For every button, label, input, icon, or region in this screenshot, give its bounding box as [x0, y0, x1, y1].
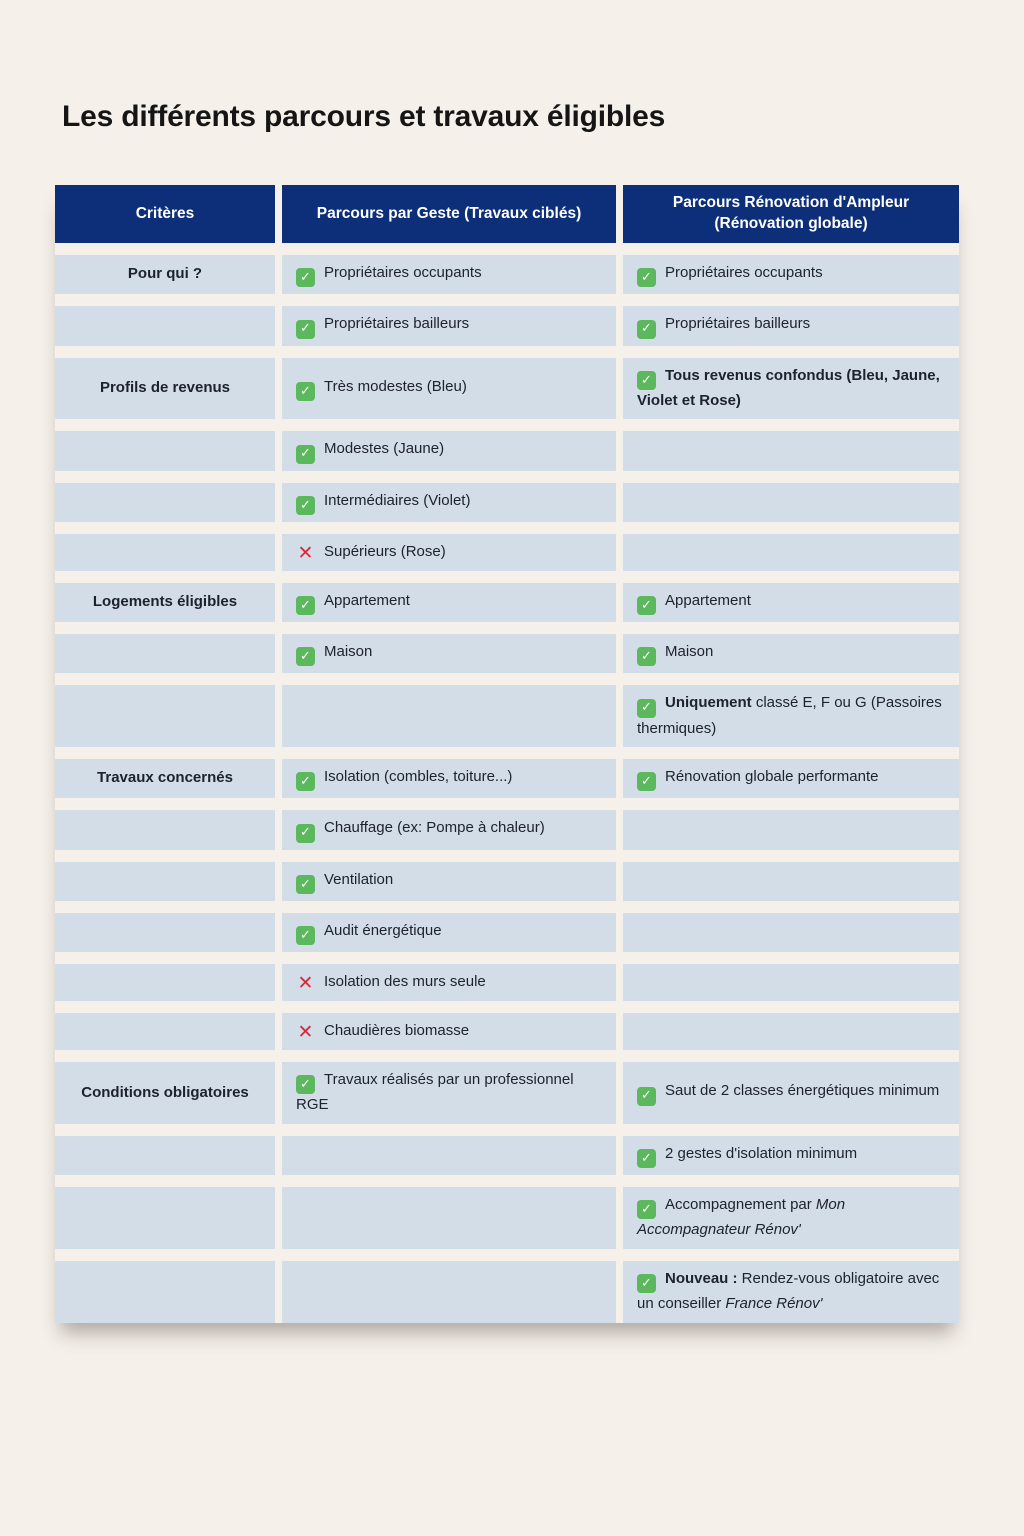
cell-text-italic: Mon Accompagnateur Rénov': [637, 1196, 846, 1239]
cell-text: Propriétaires bailleurs: [324, 315, 470, 333]
criteria-cell: [55, 483, 275, 522]
check-icon: ✓: [296, 445, 315, 464]
cell-text: Intermédiaires (Violet): [324, 491, 471, 509]
ampleur-cell: [623, 634, 959, 673]
header-parcours-ampleur: [623, 185, 959, 243]
criteria-cell: [55, 534, 275, 571]
geste-cell: [282, 431, 616, 470]
geste-cell: [282, 1261, 616, 1323]
criteria-label: Logements éligibles: [92, 593, 238, 611]
check-icon: ✓: [637, 371, 656, 390]
check-icon: ✓: [637, 699, 656, 718]
page-title: Les différents parcours et travaux éligibles: [62, 100, 666, 133]
check-icon: ✓: [637, 1200, 656, 1219]
geste-cell: [282, 358, 616, 420]
header-label: Parcours par Geste (Travaux ciblés): [316, 204, 582, 222]
geste-cell: [282, 583, 616, 622]
cell-text: Isolation (combles, toiture...): [324, 768, 513, 785]
geste-cell: [282, 1136, 616, 1175]
eligibility-table: [55, 185, 959, 1323]
criteria-cell: [55, 810, 275, 849]
criteria-cell: [55, 964, 275, 1001]
check-icon: ✓: [637, 596, 656, 615]
cell-text: Maison: [324, 643, 373, 660]
check-icon: ✓: [296, 268, 315, 287]
cell-text: Propriétaires bailleurs: [665, 315, 811, 333]
ampleur-cell: [623, 913, 959, 952]
ampleur-cell: [623, 306, 959, 345]
criteria-cell: [55, 358, 275, 420]
geste-cell: [282, 483, 616, 522]
cell-text: Rendez-vous obligatoire avec un conseiller: [637, 1269, 940, 1312]
criteria-label: Profils de revenus: [99, 379, 231, 397]
cell-text: Appartement: [665, 591, 751, 609]
ampleur-cell: [623, 1187, 959, 1249]
criteria-cell: [55, 1013, 275, 1050]
cell-text: Accompagnement par: [665, 1196, 816, 1213]
geste-cell: [282, 964, 616, 1001]
ampleur-cell: [623, 583, 959, 622]
criteria-cell: [55, 306, 275, 345]
criteria-label: Pour qui ?: [127, 265, 203, 283]
criteria-cell: [55, 1187, 275, 1249]
cross-icon: ✕: [297, 542, 314, 564]
check-icon: ✓: [637, 1274, 656, 1293]
criteria-cell: [55, 862, 275, 901]
criteria-cell: [55, 634, 275, 673]
geste-cell: [282, 634, 616, 673]
header-label: Critères: [135, 204, 195, 222]
check-icon: ✓: [296, 875, 315, 894]
criteria-cell: [55, 583, 275, 622]
cell-text-italic: France Rénov': [725, 1295, 823, 1312]
check-icon: ✓: [637, 1149, 656, 1168]
cell-text: Très modestes (Bleu): [324, 377, 467, 395]
check-icon: ✓: [296, 596, 315, 615]
check-icon: ✓: [296, 320, 315, 339]
cell-text-bold: Nouveau :: [665, 1269, 738, 1287]
cross-icon: ✕: [297, 972, 314, 995]
ampleur-cell: [623, 1062, 959, 1124]
cell-text: Audit énergétique: [324, 921, 442, 939]
cell-text-bold: Tous revenus confondus (Bleu, Jaune, Violet et Rose): [637, 366, 940, 409]
cell-text: Chaudières biomasse: [324, 1022, 470, 1040]
geste-cell: [282, 759, 616, 798]
ampleur-cell: [623, 1136, 959, 1175]
cross-icon: ✕: [297, 1021, 314, 1044]
header-criteres: [55, 185, 275, 243]
criteria-label: Travaux concernés: [97, 769, 233, 787]
check-icon: ✓: [637, 268, 656, 287]
ampleur-cell: [623, 862, 959, 901]
ampleur-cell: [623, 358, 959, 420]
ampleur-cell: [623, 483, 959, 522]
criteria-cell: [55, 255, 275, 294]
criteria-cell: [55, 1136, 275, 1175]
criteria-label: Conditions obligatoires: [81, 1083, 249, 1101]
cell-text: Modestes (Jaune): [324, 440, 445, 458]
ampleur-cell: [623, 1013, 959, 1050]
geste-cell: [282, 810, 616, 849]
ampleur-cell: [623, 534, 959, 571]
check-icon: ✓: [296, 1075, 315, 1094]
cell-text: Propriétaires occupants: [665, 264, 823, 281]
check-icon: ✓: [637, 1087, 656, 1106]
cell-text: Travaux réalisés par un professionnel RGE: [296, 1071, 574, 1114]
geste-cell: [282, 534, 616, 571]
check-icon: ✓: [296, 647, 315, 666]
cell-text: Appartement: [324, 591, 410, 609]
check-icon: ✓: [637, 647, 656, 666]
geste-cell: [282, 1187, 616, 1249]
ampleur-cell: [623, 964, 959, 1001]
cell-text: Supérieurs (Rose): [324, 543, 446, 560]
check-icon: ✓: [296, 382, 315, 401]
cell-text: Propriétaires occupants: [324, 264, 482, 281]
geste-cell: [282, 1013, 616, 1050]
criteria-cell: [55, 431, 275, 470]
ampleur-cell: [623, 759, 959, 798]
ampleur-cell: [623, 685, 959, 747]
cell-text: Ventilation: [324, 870, 394, 888]
cell-text: Saut de 2 classes énergétiques minimum: [665, 1082, 940, 1100]
geste-cell: [282, 862, 616, 901]
cell-text: 2 gestes d'isolation minimum: [665, 1144, 858, 1162]
geste-cell: [282, 255, 616, 294]
check-icon: ✓: [296, 772, 315, 791]
ampleur-cell: [623, 431, 959, 470]
ampleur-cell: [623, 1261, 959, 1323]
check-icon: ✓: [296, 496, 315, 515]
cell-text: classé E, F ou G (Passoires thermiques): [637, 694, 942, 737]
check-icon: ✓: [637, 772, 656, 791]
cell-text: Rénovation globale performante: [665, 768, 879, 785]
check-icon: ✓: [296, 824, 315, 843]
header-parcours-geste: [282, 185, 616, 243]
criteria-cell: [55, 913, 275, 952]
criteria-cell: [55, 1062, 275, 1124]
criteria-cell: [55, 1261, 275, 1323]
geste-cell: [282, 685, 616, 747]
check-icon: ✓: [637, 320, 656, 339]
criteria-cell: [55, 759, 275, 798]
criteria-cell: [55, 685, 275, 747]
geste-cell: [282, 1062, 616, 1124]
ampleur-cell: [623, 255, 959, 294]
cell-text: Maison: [665, 643, 714, 660]
geste-cell: [282, 306, 616, 345]
cell-text: Isolation des murs seule: [324, 973, 486, 991]
ampleur-cell: [623, 810, 959, 849]
header-label: Parcours Rénovation d'Ampleur (Rénovation globale): [672, 194, 910, 232]
cell-text-bold: Uniquement: [665, 694, 752, 712]
cell-text: Chauffage (ex: Pompe à chaleur): [324, 819, 545, 837]
check-icon: ✓: [296, 926, 315, 945]
geste-cell: [282, 913, 616, 952]
